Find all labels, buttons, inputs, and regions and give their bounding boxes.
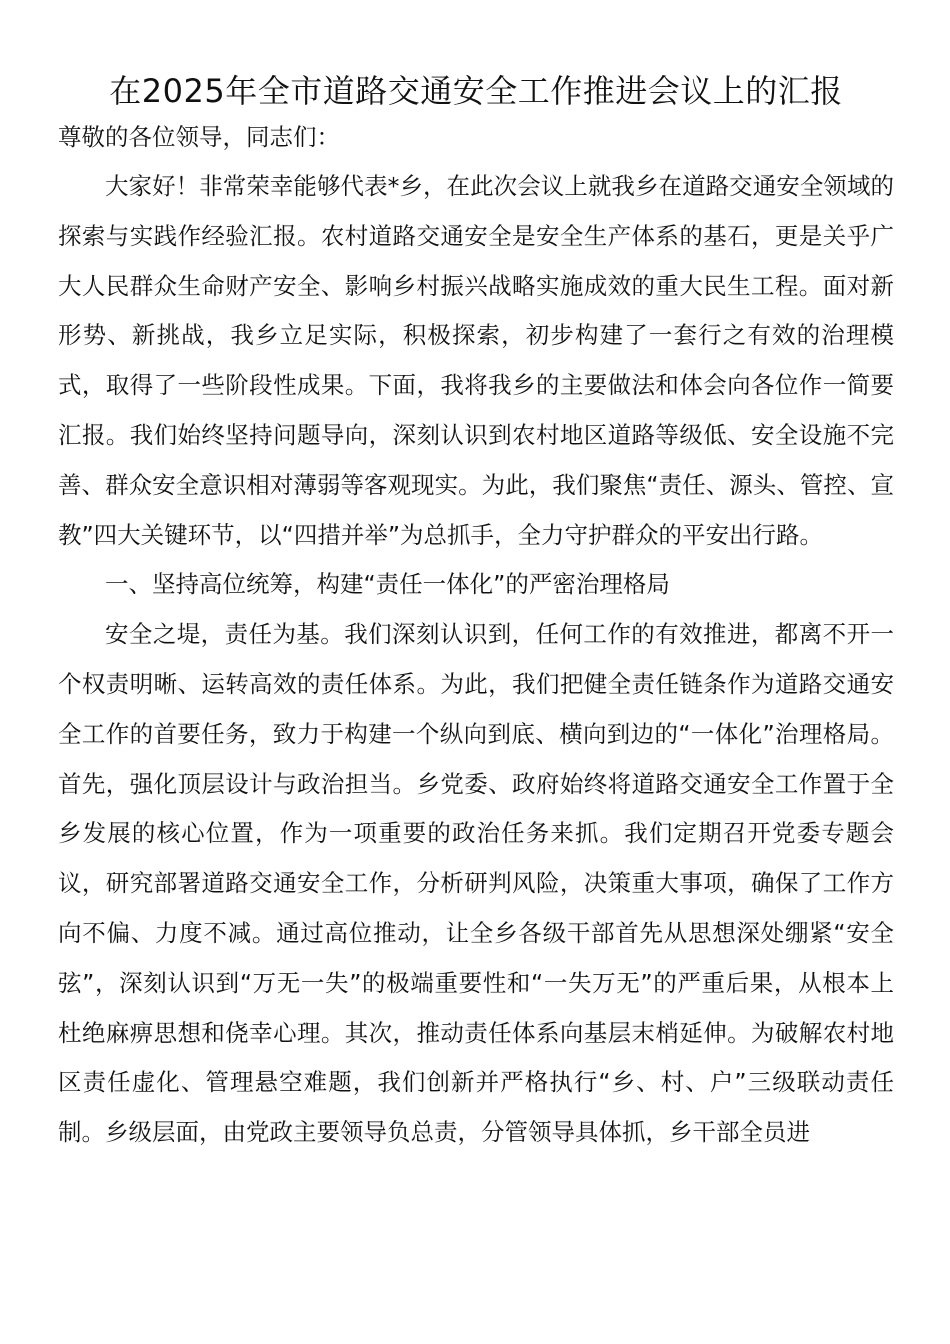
salutation: 尊敬的各位领导，同志们：	[58, 123, 340, 151]
document-page	[58, 66, 894, 1158]
document-title: 在2025年全市道路交通安全工作推进会议上的汇报	[109, 72, 843, 110]
section-paragraph: 安全之堤，责任为基。我们深刻认识到，任何工作的有效推进，都离不开一个权责明晰、运转高效的责任体系。为此，我们把健全责任链条作为道路交通安全工作的首要任务，致力于构建一个纵向到底、横向到边的“一体化”治理格局。首先，强化顶层设计与政治担当。乡党委、政府始终将道路交通安全工作置于全乡发展的核心位置，作为一项重要的政治任务来抓。我们定期召开党委专题会议，研究部署道路交通安全工作，分析研判风险，决策重大事项，确保了工作方向不偏、力度不减。通过高位推动，让全乡各级干部首先从思想深处绷紧“安全弦”，深刻认识到“万无一失”的极端重要性和“一失万无”的严重后果，从根本上杜绝麻痹思想和侥幸心理。其次，推动责任体系向基层末梢延伸。为破解农村地区责任虚化、管理悬空难题，我们创新并严格执行“乡、村、户”三级联动责任制。乡级层面，由党政主要领导负总责，分管领导具体抓，乡干部全员进	[58, 620, 894, 1147]
intro-paragraph: 大家好！非常荣幸能够代表*乡，在此次会议上就我乡在道路交通安全领域的探索与实践作经验汇报。农村道路交通安全是安全生产体系的基石，更是关乎广大人民群众生命财产安全、影响乡村振兴战略实施成效的重大民生工程。面对新形势、新挑战，我乡立足实际，积极探索，初步构建了一套行之有效的治理模式，取得了一些阶段性成果。下面，我将我乡的主要做法和体会向各位作一简要汇报。我们始终坚持问题导向，深刻认识到农村地区道路等级低、安全设施不完善、群众安全意识相对薄弱等客观现实。为此，我们聚焦“责任、源头、管控、宣教”四大关键环节，以“四措并举”为总抓手，全力守护群众的平安出行路。	[58, 172, 894, 549]
section-heading: 一、坚持高位统筹，构建“责任一体化”的严密治理格局	[105, 570, 670, 599]
